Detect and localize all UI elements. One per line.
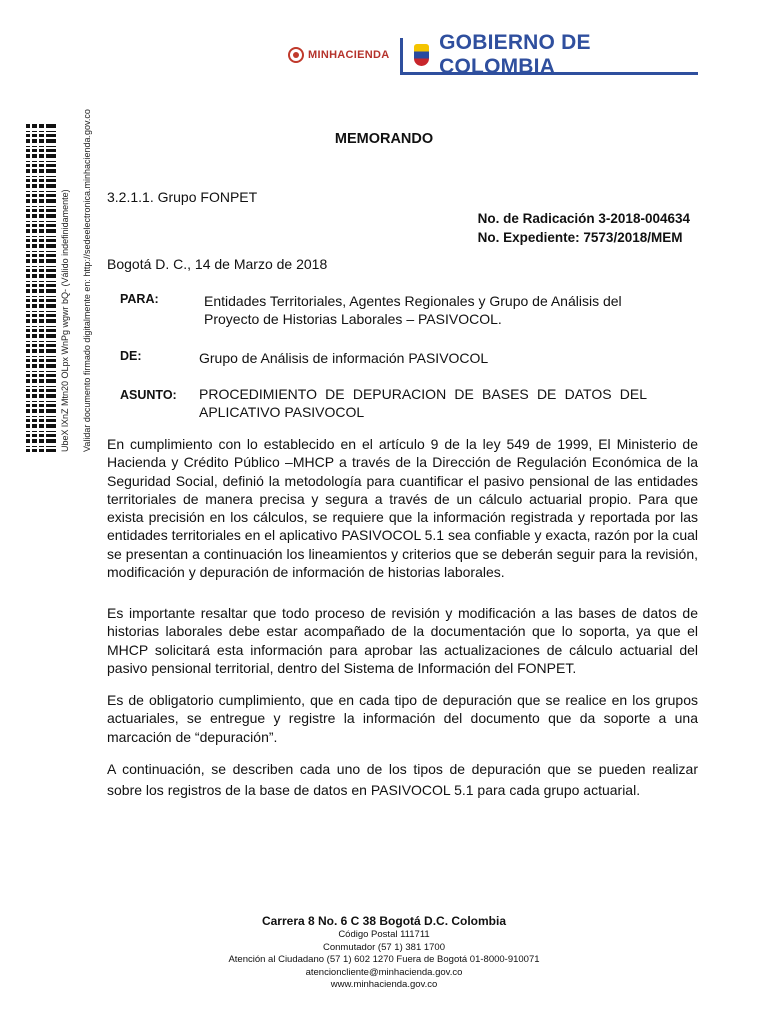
asunto-line-1: PROCEDIMIENTO DE DEPURACION DE BASES DE DATOS DEL [199,386,647,402]
de-value: Grupo de Análisis de información PASIVOCOL [199,350,489,366]
footer-attention: Atención al Ciudadano (57 1) 602 1270 Fuera de Bogotá 01-8000-910071 [228,954,540,965]
para-value: Entidades Territoriales, Agentes Regionales y Grupo de Análisis del Proyecto de Historias Laborales – PASIVOCOL. [204,293,622,327]
asunto-line-2: APLICATIVO PASIVOCOL [199,404,365,420]
footer-email[interactable]: atencioncliente@minhacienda.gov.co [305,966,463,978]
footer-address: Carrera 8 No. 6 C 38 Bogotá D.C. Colombia [261,914,507,928]
radicacion-number: No. de Radicación 3-2018-004634 [477,211,690,226]
asunto-value [199,385,647,421]
footer [0,913,768,992]
memo-date: Bogotá D. C., 14 de Marzo de 2018 [107,256,328,272]
footer-website[interactable]: www.minhacienda.gov.co [330,979,438,990]
expediente-number: No. Expediente: 7573/2018/MEM [477,230,683,245]
asunto-label: ASUNTO: [120,388,177,402]
barcode-stamp [26,122,56,452]
sender-group: 3.2.1.1. Grupo FONPET [107,189,258,205]
memo-title: MEMORANDO [334,131,434,147]
footer-phone: Conmutador (57 1) 381 1700 [323,941,445,953]
validation-code-text: UbeX lXnZ Mtn20 OLpx WnPg wgwr bQ- (Válido indefinidamente) [60,189,70,452]
gobierno-logo-text: GOBIERNO DE COLOMBIA [439,31,591,78]
gobierno-logo [400,31,698,78]
minhacienda-logo-text: MINHACIENDA [308,49,390,61]
minhacienda-emblem-icon [288,47,304,63]
colombia-coat-of-arms-icon [414,44,429,66]
de-label: DE: [120,349,142,363]
validation-url-text: Validar documento firmado digitalmente en: http://sedeelectronica.minhacienda.gov.co [82,109,92,452]
body-paragraph-1: En cumplimiento con lo establecido en el artículo 9 de la ley 549 de 1999, El Ministerio de Hacienda y Crédito Público –MHCP a través de la Dirección de Regulación Económica de la Seguridad Social, definió la metodología para cuantificar el pasivo pensional de las entidades territoriales de manera precisa y segura a través de un cálculo actuarial propio. Para que exista precisión en los cálculos, se requiere que la información registrada y reportada por las entidades territoriales en el aplicativo PASIVOCOL 5.1 sea confiable y exacta, razón por la cual se presentan a continuación los lineamientos y criterios que se deberán seguir para la revisión, modificación y depuración de información de historias laborales. [107,436,698,581]
body-paragraph-4: A continuación, se describen cada uno de los tipos de depuración que se pueden realizar sobre los registros de la base de datos en PASIVOCOL 5.1 para cada grupo actuarial. [107,761,698,798]
minhacienda-logo [288,42,390,68]
body-paragraph-2: Es importante resaltar que todo proceso de revisión y modificación a las bases de datos de historias laborales debe estar acompañado de la documentación que lo soporta, ya que el MHCP solicitará esta información para aprobar las actualizaciones de cálculo actuarial del pasivo pensional territorial, dentro del Sistema de Información del FONPET. [107,605,698,676]
body-paragraph-3: Es de obligatorio cumplimiento, que en cada tipo de depuración que se realice en los grupos actuariales, se entregue y registre la información del documento que da soporte a una marcación de “depuración”. [107,692,698,745]
footer-postal: Código Postal 111711 [338,929,430,940]
para-label: PARA: [120,292,159,306]
radicacion-block [478,209,690,247]
